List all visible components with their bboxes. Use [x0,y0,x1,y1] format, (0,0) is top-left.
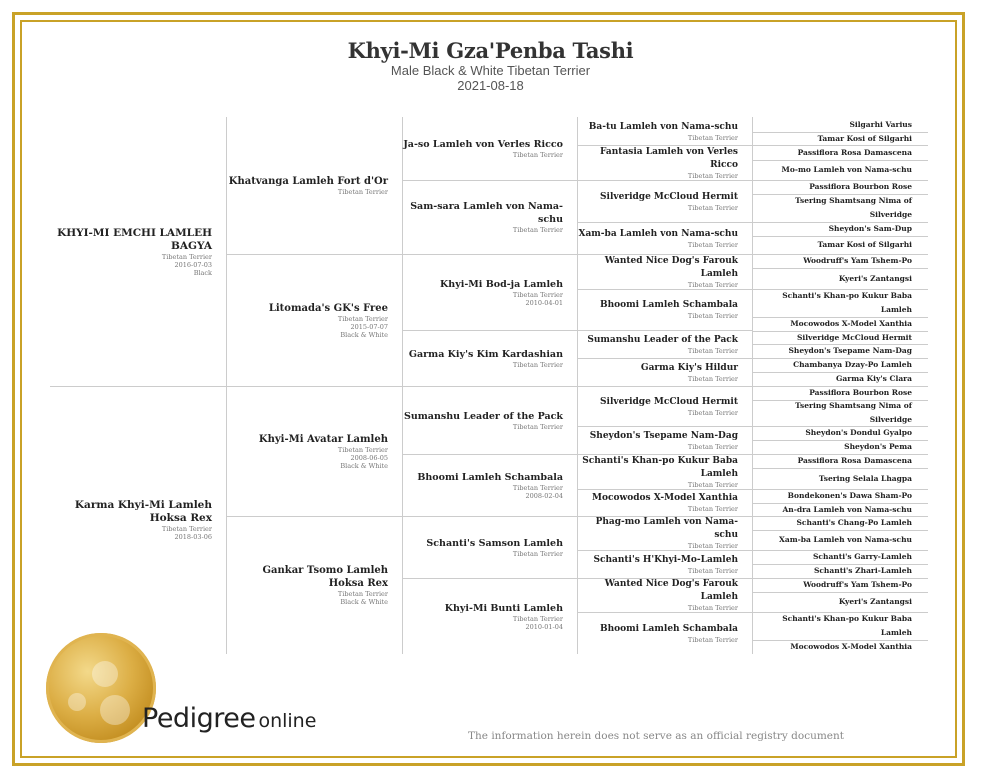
pedigree-entry[interactable] [577,330,752,358]
dog-breed: Tibetan Terrier [687,240,738,249]
dog-color: Black [193,268,212,277]
pedigree-entry[interactable] [577,386,752,426]
dog-name: Sam-sara Lamleh von Nama-schu [410,201,563,225]
dog-name: Mocowodos X-Model Xanthia [790,642,912,651]
dog-name: Mo-mo Lamleh von Nama-schu [781,165,912,174]
dog-breed: Tibetan Terrier [512,290,563,299]
pedigree-entry[interactable] [752,516,928,530]
dog-name: Schanti's Khan-po Kukur Baba Lamleh [782,614,912,637]
dog-name: Xam-ba Lamleh von Nama-schu [779,535,912,544]
pedigree-entry[interactable] [752,550,928,564]
pedigree-entry[interactable] [577,254,752,289]
dog-name: Passiflora Bourbon Rose [809,388,912,397]
dog-breed: Tibetan Terrier [337,590,388,598]
dog-name: Tamar Kosi of Silgarhi [817,240,912,249]
pedigree-entry[interactable] [50,386,226,654]
dog-date: 2010-04-01 [525,298,563,307]
pedigree-entry[interactable] [226,117,402,254]
dog-name: Schanti's H'Khyi-Mo-Lamleh [593,554,738,565]
pedigree-entry[interactable] [752,564,928,578]
dog-name: Kyeri's Zantangsi [838,597,912,606]
dog-name: Schanti's Zhari-Lamleh [813,566,912,575]
dog-breed: Tibetan Terrier [687,280,738,289]
pedigree-entry[interactable] [577,550,752,578]
pedigree-entry[interactable] [752,222,928,236]
pedigree-entry[interactable] [752,254,928,268]
pedigree-entry[interactable] [577,578,752,612]
pedigree-entry[interactable] [752,468,928,489]
dog-name: Silveridge McCloud Hermit [600,396,738,407]
pedigree-entry[interactable] [402,117,577,180]
dog-name: Passiflora Rosa Damascena [797,147,912,157]
dog-name: Mocowodos X-Model Xanthia [592,493,738,503]
pedigree-entry[interactable] [577,222,752,254]
dog-name: Fantasia Lamleh von Verles Ricco [600,146,738,170]
dog-name: Khyi-Mi Avatar Lamleh [258,433,388,445]
dog-breed: Tibetan Terrier [687,635,738,644]
pedigree-entry[interactable] [577,145,752,180]
pedigree-entry[interactable] [752,640,928,654]
dog-name: Woodruff's Yam Tshem-Po [803,580,912,589]
dog-breed: Tibetan Terrier [687,171,738,180]
page-title: Khyi-Mi Gza'Penba Tashi [347,38,634,63]
dog-name: Gankar Tsomo Lamleh Hoksa Rex [262,565,388,589]
dog-breed: Tibetan Terrier [687,480,738,489]
dog-breed: Tibetan Terrier [687,542,738,550]
pedigree-entry[interactable] [752,145,928,160]
dog-name: Sumanshu Leader of the Pack [587,334,738,345]
dog-breed: Tibetan Terrier [687,604,738,612]
dog-breed: Tibetan Terrier [687,505,738,513]
dog-breed: Tibetan Terrier [512,360,563,369]
dog-name: Mocowodos X-Model Xanthia [790,319,912,328]
dog-breed: Tibetan Terrier [687,203,738,212]
dog-name: Tsering Shamtsang Nima of Silveridge [795,401,912,424]
pedigree-entry[interactable] [752,117,928,132]
dog-date: 2021-08-18 [457,78,524,93]
dog-name: Garma Kiy's Clara [836,374,912,383]
dog-name: Khatvanga Lamleh Fort d'Or [228,176,388,187]
pedigree-entry[interactable] [752,372,928,386]
dog-name: Bhoomi Lamleh Schambala [600,300,738,310]
dog-name: Silveridge McCloud Hermit [797,332,912,342]
pedigree-entry[interactable] [402,386,577,454]
dog-breed: Tibetan Terrier [161,525,212,533]
dog-name: Schanti's Garry-Lamleh [813,552,912,561]
dog-breed: Tibetan Terrier [512,226,563,234]
dog-name: Ba-tu Lamleh von Nama-schu [588,121,738,132]
pedigree-entry[interactable] [752,578,928,592]
dog-breed: Tibetan Terrier [337,314,388,323]
dog-name: Wanted Nice Dog's Farouk Lamleh [604,255,738,279]
pedigree-entry[interactable] [577,358,752,386]
brand-main: Pedigree [142,703,256,734]
pedigree-entry[interactable] [752,612,928,640]
pedigree-entry[interactable] [752,289,928,317]
dog-name: Schanti's Khan-po Kukur Baba Lamleh [782,291,912,314]
dog-breed: Tibetan Terrier [512,483,563,492]
dog-name: Sheydon's Dondul Gyalpo [805,428,912,437]
pedigree-entry[interactable] [752,400,928,426]
dog-name: Passiflora Rosa Damascena [797,456,912,465]
dog-name: Sheydon's Tsepame Nam-Dag [589,430,738,441]
dog-color: Black & White [340,598,388,606]
pedigree-entry[interactable] [577,117,752,145]
pedigree-entry[interactable] [752,440,928,454]
pedigree-entry[interactable] [752,236,928,254]
pedigree-entry[interactable] [226,254,402,386]
dog-name: Tsering Selala Lhagpa [818,473,912,483]
dog-date: 2018-03-06 [174,533,212,541]
dog-name: Sumanshu Leader of the Pack [403,410,563,422]
dog-breed: Tibetan Terrier [687,374,738,383]
dog-breed: Tibetan Terrier [161,252,212,261]
pedigree-entry[interactable] [577,612,752,654]
dog-name: Sheydon's Sam-Dup [828,224,912,233]
dog-name: Sheydon's Pema [844,442,912,451]
dog-date: 2015-07-07 [350,322,388,331]
pedigree-entry[interactable] [577,426,752,454]
dog-name: Ja-so Lamleh von Verles Ricco [403,139,563,150]
pedigree-entry[interactable] [752,592,928,612]
brand-logo [142,703,316,734]
pedigree-entry[interactable] [226,516,402,654]
pedigree-seal-logo [46,633,156,743]
dog-breed: Tibetan Terrier [337,188,388,196]
pedigree-entry[interactable] [752,180,928,194]
dog-name: Bhoomi Lamleh Schambala [600,623,738,634]
dog-name: Phag-mo Lamleh von Nama-schu [595,517,738,540]
pedigree-entry[interactable] [752,160,928,180]
dog-breed: Tibetan Terrier [512,151,563,159]
pedigree-entry[interactable] [752,358,928,372]
pedigree-entry[interactable] [577,180,752,222]
dog-name: Silgarhi Varius [849,119,912,129]
dog-name: Passiflora Bourbon Rose [809,182,912,191]
pedigree-entry[interactable] [752,344,928,358]
dog-name: Kyeri's Zantangsi [838,273,912,283]
dog-breed: Tibetan Terrier [687,442,738,451]
pedigree-entry[interactable] [577,489,752,516]
dog-name: Bhoomi Lamleh Schambala [417,471,563,483]
dog-name: Bondekonen's Dawa Sham-Po [787,491,912,500]
dog-breed: Tibetan Terrier [512,614,563,623]
dog-description: Male Black & White Tibetan Terrier [390,63,591,78]
dog-name: Schanti's Khan-po Kukur Baba Lamleh [582,455,738,479]
dog-name: Khyi-Mi Bod-ja Lamleh [440,278,563,290]
dog-name: Silveridge McCloud Hermit [600,191,738,202]
dog-breed: Tibetan Terrier [687,408,738,417]
pedigree-entry[interactable] [752,503,928,516]
pedigree-entry[interactable] [402,254,577,330]
dog-name: Chambanya Dzay-Po Lamleh [793,360,912,369]
dog-name: KHYI-MI EMCHI LAMLEH BAGYA [57,226,212,252]
pedigree-entry[interactable] [752,331,928,344]
dog-name: Woodruff's Yam Tshem-Po [803,256,912,265]
pedigree-entry[interactable] [752,268,928,289]
dog-name: An-dra Lamleh von Nama-schu [782,504,912,514]
dog-breed: Tibetan Terrier [687,346,738,355]
dog-name: Wanted Nice Dog's Farouk Lamleh [604,579,738,602]
dog-name: Khyi-Mi Bunti Lamleh [444,602,563,614]
dog-name: Sheydon's Tsepame Nam-Dag [788,346,912,355]
dog-date: 2008-06-05 [350,453,388,462]
pedigree-entry[interactable] [402,578,577,654]
dog-breed: Tibetan Terrier [687,566,738,575]
pedigree-entry[interactable] [402,454,577,516]
pedigree-entry[interactable] [402,330,577,386]
dog-date: 2016-07-03 [174,260,212,269]
pedigree-entry[interactable] [752,426,928,440]
dog-name: Xam-ba Lamleh von Nama-schu [578,228,738,239]
dog-name: Tamar Kosi of Silgarhi [817,133,912,143]
dog-color: Black & White [340,461,388,470]
dog-breed: Tibetan Terrier [512,549,563,558]
pedigree-entry[interactable] [226,386,402,516]
pedigree-entry[interactable] [752,530,928,550]
pedigree-entry[interactable] [577,516,752,550]
dog-name: Schanti's Chang-Po Lamleh [796,518,912,527]
dog-breed: Tibetan Terrier [687,133,738,142]
pedigree-entry[interactable] [752,489,928,503]
dog-breed: Tibetan Terrier [512,422,563,431]
pedigree-entry[interactable] [402,180,577,254]
dog-name: Tsering Shamtsang Nima of Silveridge [795,196,912,219]
pedigree-entry[interactable] [752,194,928,222]
pedigree-entry[interactable] [752,454,928,468]
dog-color: Black & White [340,330,388,339]
pedigree-entry[interactable] [752,132,928,145]
dog-name: Garma Kiy's Kim Kardashian [408,348,563,360]
dog-name: Schanti's Samson Lamleh [426,537,563,549]
dog-date: 2010-01-04 [525,622,563,631]
brand-sub: online [258,710,317,732]
pedigree-entry[interactable] [50,117,226,386]
dog-date: 2008-02-04 [525,491,563,500]
pedigree-entry[interactable] [752,317,928,331]
dog-name: Litomada's GK's Free [268,302,388,314]
dog-breed: Tibetan Terrier [687,312,738,320]
pedigree-entry[interactable] [577,289,752,330]
dog-name: Karma Khyi-Mi Lamleh Hoksa Rex [74,499,212,524]
dog-breed: Tibetan Terrier [337,445,388,454]
disclaimer: The information herein does not serve as an official registry document [468,730,845,742]
pedigree-entry[interactable] [577,454,752,489]
dog-name: Garma Kiy's Hildur [640,362,738,373]
pedigree-entry[interactable] [752,386,928,400]
pedigree-entry[interactable] [402,516,577,578]
